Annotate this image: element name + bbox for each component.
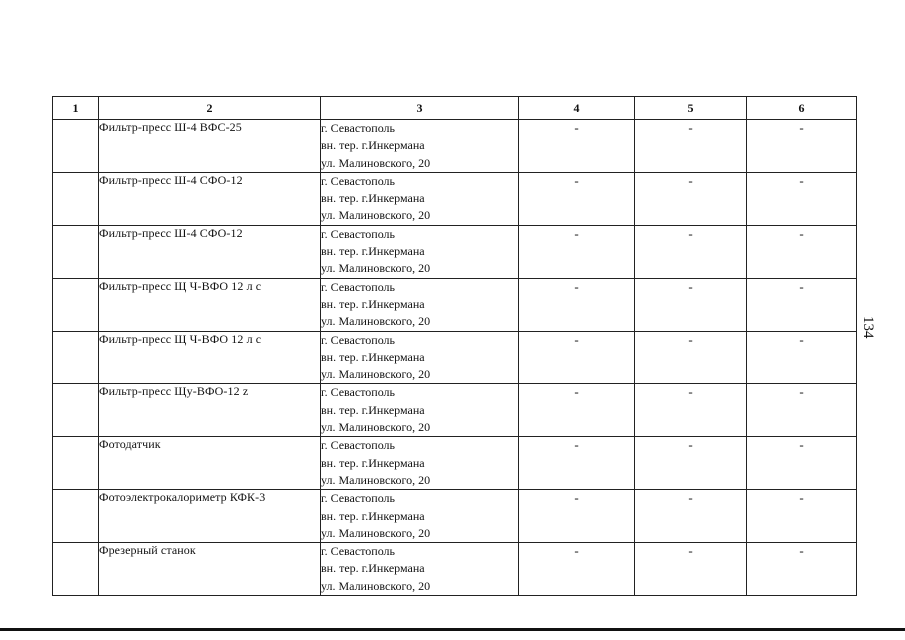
table-row	[53, 490, 857, 543]
column-5-value: -	[635, 543, 747, 596]
column-header-3: 3	[321, 97, 519, 120]
equipment-name: Фильтр-пресс Щ Ч-ВФО 12 л с	[99, 331, 321, 384]
row-number-cell	[53, 490, 99, 543]
address-line-1: г. Севастополь	[321, 121, 396, 135]
row-number-cell	[53, 437, 99, 490]
equipment-name: Фильтр-пресс Щ Ч-ВФО 12 л с	[99, 278, 321, 331]
column-5-value: -	[635, 331, 747, 384]
page-number: 134	[860, 316, 876, 339]
equipment-name: Фильтр-пресс Ш-4 СФО-12	[99, 225, 321, 278]
table-row	[53, 120, 857, 173]
address-line-1: г. Севастополь	[321, 385, 396, 400]
address-cell	[321, 490, 519, 543]
address-line-3: ул. Малиновского, 20	[321, 155, 431, 170]
address-line-2: вн. тер. г.Инкермана	[321, 244, 425, 259]
column-6-value: -	[747, 384, 857, 437]
table-row	[53, 543, 857, 596]
address-cell	[321, 331, 519, 384]
address-line-2: вн. тер. г.Инкермана	[321, 508, 425, 523]
equipment-name: Фильтр-пресс Щу-ВФО-12 z	[99, 384, 321, 437]
column-6-value: -	[747, 331, 857, 384]
table-row	[53, 384, 857, 437]
address-line-1: г. Севастополь	[321, 279, 396, 294]
column-4-value: -	[519, 172, 635, 225]
row-number-cell	[53, 172, 99, 225]
bottom-rule	[0, 628, 905, 631]
row-number-cell	[53, 331, 99, 384]
address-line-1: г. Севастополь	[321, 173, 396, 188]
equipment-name: Фотоэлектрокалориметр КФК-3	[99, 490, 321, 543]
column-5-value: -	[635, 437, 747, 490]
equipment-table	[52, 96, 857, 596]
column-4-value: -	[519, 120, 635, 173]
column-5-value: -	[635, 120, 747, 173]
column-4-value: -	[519, 384, 635, 437]
table-row	[53, 225, 857, 278]
address-cell	[321, 120, 519, 173]
column-6-value: -	[747, 543, 857, 596]
column-5-value: -	[635, 278, 747, 331]
address-cell	[321, 225, 519, 278]
table-row	[53, 331, 857, 384]
column-5-value: -	[635, 490, 747, 543]
address-line-3: ул. Малиновского, 20	[321, 578, 431, 593]
address-line-2: вн. тер. г.Инкермана	[321, 349, 425, 364]
address-line-1: г. Севастополь	[321, 491, 396, 506]
row-number-cell	[53, 120, 99, 173]
column-5-value: -	[635, 225, 747, 278]
column-header-1: 1	[53, 97, 99, 120]
column-6-value: -	[747, 225, 857, 278]
address-cell	[321, 437, 519, 490]
address-line-2: вн. тер. г.Инкермана	[321, 191, 425, 206]
row-number-cell	[53, 278, 99, 331]
column-header-5: 5	[635, 97, 747, 120]
column-4-value: -	[519, 225, 635, 278]
address-line-2: вн. тер. г.Инкермана	[321, 455, 425, 470]
column-4-value: -	[519, 437, 635, 490]
column-6-value: -	[747, 278, 857, 331]
address-line-3: ул. Малиновского, 20	[321, 208, 431, 223]
column-header-4: 4	[519, 97, 635, 120]
column-header-2: 2	[99, 97, 321, 120]
address-line-3: ул. Малиновского, 20	[321, 367, 431, 382]
table-row	[53, 172, 857, 225]
column-6-value: -	[747, 172, 857, 225]
column-5-value: -	[635, 172, 747, 225]
column-6-value: -	[747, 490, 857, 543]
header-row	[53, 97, 857, 120]
column-4-value: -	[519, 331, 635, 384]
column-header-6: 6	[747, 97, 857, 120]
address-cell	[321, 278, 519, 331]
address-line-1: г. Севастополь	[321, 226, 396, 241]
column-6-value: -	[747, 437, 857, 490]
row-number-cell	[53, 384, 99, 437]
table-body	[53, 120, 857, 596]
table-row	[53, 278, 857, 331]
column-4-value: -	[519, 490, 635, 543]
address-line-3: ул. Малиновского, 20	[321, 261, 431, 276]
table-row	[53, 437, 857, 490]
address-line-2: вн. тер. г.Инкермана	[321, 561, 425, 576]
address-line-1: г. Севастополь	[321, 438, 396, 453]
address-line-3: ул. Малиновского, 20	[321, 420, 431, 435]
column-4-value: -	[519, 278, 635, 331]
address-line-3: ул. Малиновского, 20	[321, 525, 431, 540]
row-number-cell	[53, 225, 99, 278]
address-line-2: вн. тер. г.Инкермана	[321, 402, 425, 417]
address-cell	[321, 543, 519, 596]
equipment-name: Фильтр-пресс Ш-4 СФО-12	[99, 172, 321, 225]
address-line-1: г. Севастополь	[321, 332, 396, 347]
address-cell	[321, 172, 519, 225]
address-line-3: ул. Малиновского, 20	[321, 314, 431, 329]
column-4-value: -	[519, 543, 635, 596]
equipment-name: Фотодатчик	[99, 437, 321, 490]
column-6-value: -	[747, 120, 857, 173]
column-5-value: -	[635, 384, 747, 437]
address-cell	[321, 384, 519, 437]
address-line-1: г. Севастополь	[321, 544, 396, 559]
address-line-3: ул. Малиновского, 20	[321, 472, 431, 487]
equipment-name: Фрезерный станок	[99, 543, 321, 596]
equipment-name: Фильтр-пресс Ш-4 ВФС-25	[99, 120, 321, 173]
row-number-cell	[53, 543, 99, 596]
address-line-2: вн. тер. г.Инкермана	[321, 138, 425, 153]
address-line-2: вн. тер. г.Инкермана	[321, 296, 425, 311]
